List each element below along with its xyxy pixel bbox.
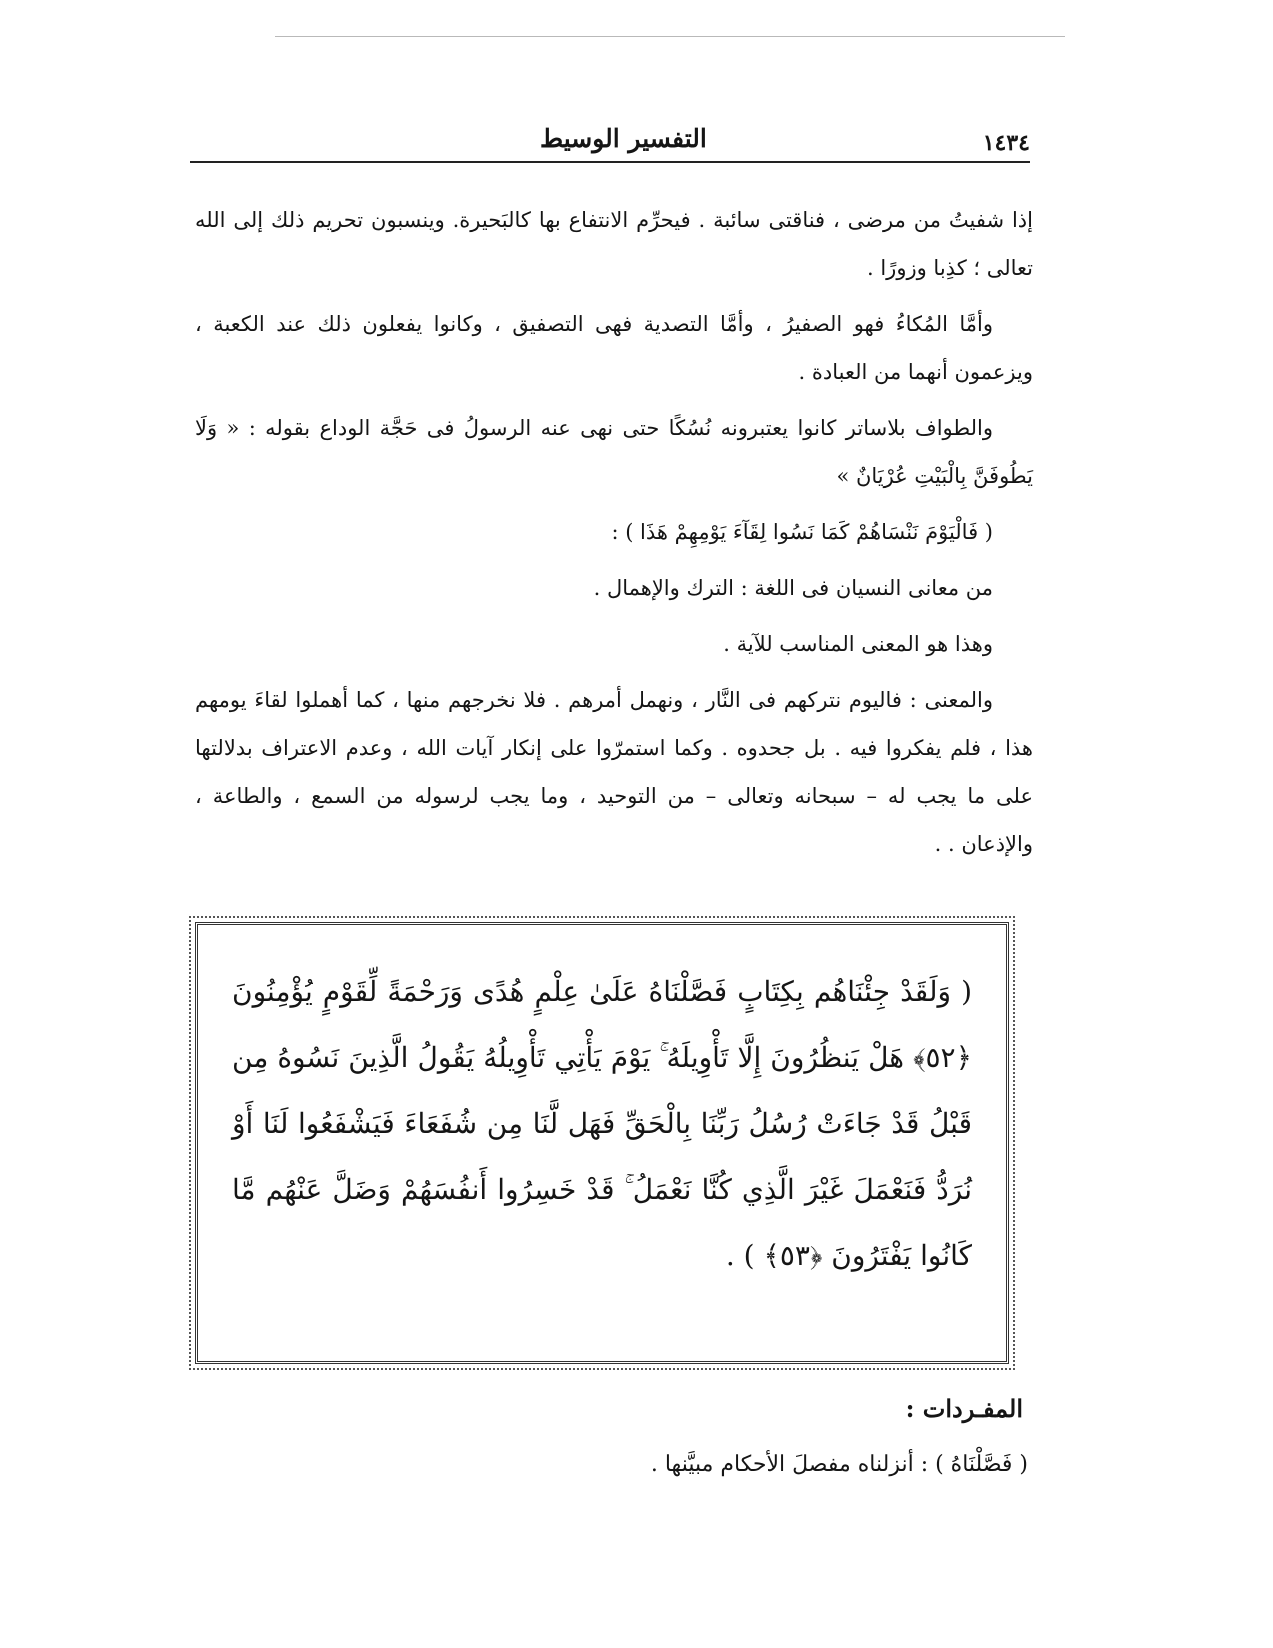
- paragraph: والمعنى : فاليوم نتركهم فى النَّار ، ونهمل أمرهم . فلا نخرجهم منها ، كما أهملوا لقاءَ يومهم هذا ، فلم يفكروا فيه . بل جحدوه . وكما استمرّوا على إنكار آيات الله ، وعدم الاعتراف بدلالتها على ما يجب له – سبحانه وتعالى – من التوحيد ، وما يجب لرسوله من السمع ، والطاعة ، والإذعان . .: [195, 688, 1033, 856]
- paragraph: إذا شفيتُ من مرضى ، فناقتى سائبة . فيحرِّم الانتفاع بها كالبَحيرة. وينسبون تحريم ذلك إلى الله تعالى ؛ كذِبا وزورًا .: [195, 208, 1033, 280]
- vocabulary-heading: المفـردات :: [905, 1394, 1023, 1423]
- body-text: [195, 196, 1033, 876]
- running-head: [190, 120, 1030, 164]
- paragraph: وأمَّا المُكاءُ فهو الصفيرُ ، وأمَّا التصدية فهى التصفيق ، وكانوا يفعلون ذلك عند الكعبة ، ويزعمون أنهما من العبادة .: [195, 312, 1033, 384]
- quran-frame: [195, 922, 1009, 1364]
- quran-passage: ( وَلَقَدْ جِئْنَاهُم بِكِتَابٍ فَصَّلْنَاهُ عَلَىٰ عِلْمٍ هُدًى وَرَحْمَةً لِّقَوْمٍ يُؤْمِنُونَ ﴿٥٢﴾ هَلْ يَنظُرُونَ إِلَّا تَأْوِيلَهُ ۚ يَوْمَ يَأْتِي تَأْوِيلُهُ يَقُولُ الَّذِينَ نَسُوهُ مِن قَبْلُ قَدْ جَاءَتْ رُسُلُ رَبِّنَا بِالْحَقِّ فَهَل لَّنَا مِن شُفَعَاءَ فَيَشْفَعُوا لَنَا أَوْ نُرَدُّ فَنَعْمَلَ غَيْرَ الَّذِي كُنَّا نَعْمَلُ ۚ قَدْ خَسِرُوا أَنفُسَهُمْ وَضَلَّ عَنْهُم مَّا كَانُوا يَفْتَرُونَ ﴿٥٣﴾ ) .: [232, 975, 972, 1272]
- paragraph: من معانى النسيان فى اللغة : الترك والإهمال .: [593, 576, 993, 600]
- top-rule: [275, 36, 1065, 37]
- header-rule: [190, 161, 1030, 163]
- paragraph: وهذا هو المعنى المناسب للآية .: [723, 632, 993, 656]
- running-title: التفسير الوسيط: [540, 124, 707, 153]
- page-number: ١٤٣٤: [982, 130, 1030, 156]
- vocabulary-entry: ( فَصَّلْنَاهُ ) : أنزلناه مفصلَ الأحكام مبيَّنها .: [650, 1452, 1028, 1477]
- paragraph: والطواف بلاساتر كانوا يعتبرونه نُسُكًا حتى نهى عنه الرسولُ فى حَجَّة الوداع بقوله : « وَلَا يَطُوفَنَّ بِالْبَيْتِ عُرْيَانٌ »: [195, 416, 1033, 488]
- verse-heading: ( فَالْيَوْمَ نَنْسَاهُمْ كَمَا نَسُوا لِقَآءَ يَوْمِهِمْ هَذَا ) :: [611, 520, 993, 544]
